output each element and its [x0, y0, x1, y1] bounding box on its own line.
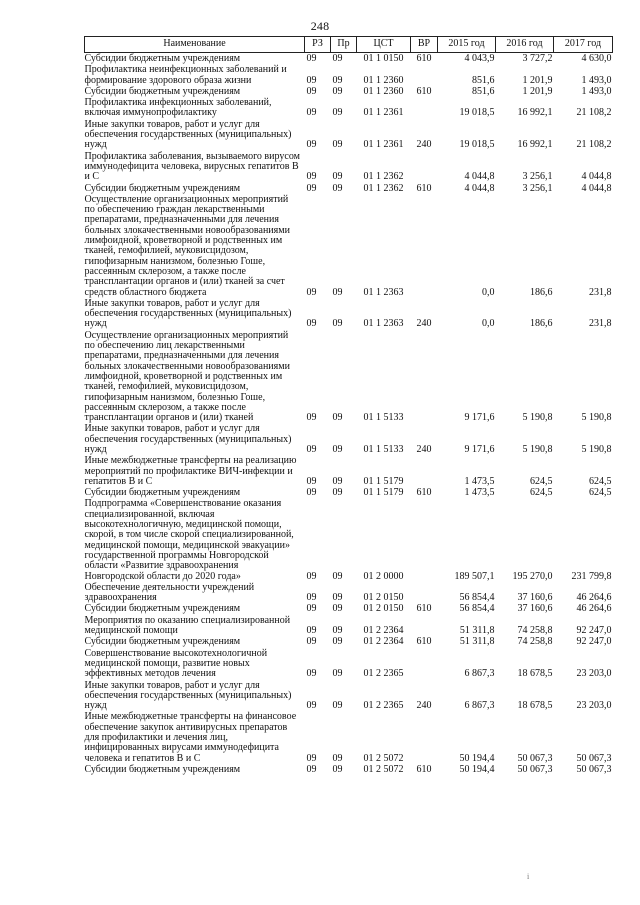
value-2016-cell: 5 190,8	[522, 443, 553, 455]
value-2017-cell: 624,5	[589, 475, 612, 487]
value-2016-cell: 1 201,9	[522, 85, 553, 97]
rz-cell: 09	[306, 318, 317, 330]
row-name-cell: Иные закупки товаров, работ и услуг для обеспечения государственных (муниципальных) нужд	[84, 679, 292, 712]
value-2017-cell: 4 630,0	[581, 53, 612, 64]
cst-cell: 01 2 0150	[363, 592, 404, 604]
value-2016-cell: 624,5	[530, 487, 553, 499]
table-row	[85, 582, 613, 604]
value-2015-cell: 9 171,6	[464, 412, 495, 424]
cst-cell: 01 2 0150	[363, 603, 404, 615]
vr-cell: 240	[416, 318, 432, 330]
value-2017-cell: 92 247,0	[576, 625, 612, 637]
table-row	[85, 64, 613, 86]
vr-cell	[411, 194, 438, 298]
row-name-cell: Субсидии бюджетным учреждениям	[84, 53, 241, 64]
table-row	[85, 636, 613, 647]
header-pr: Пр	[331, 37, 357, 53]
cst-cell: 01 1 2360	[363, 74, 404, 86]
pr-cell: 09	[332, 700, 343, 712]
row-name-cell: Иные межбюджетные трансферты на финансовое обеспечение закупок антивирусных препаратов для профилактики и лечения лиц, инфицированных вирусами иммунодефицита человека и гепатитов В и С	[84, 711, 297, 764]
cst-cell: 01 1 5133	[363, 412, 404, 424]
row-name-cell: Профилактика заболевания, вызываемого вирусом иммунодефицита человека, вирусных гепатитов В и С	[84, 150, 300, 183]
table-row	[85, 648, 613, 680]
value-2016-cell: 5 190,8	[522, 412, 553, 424]
table-row	[85, 298, 613, 330]
cst-cell: 01 2 5072	[363, 763, 404, 775]
header-rz: РЗ	[305, 37, 331, 53]
cst-cell: 01 1 5179	[363, 475, 404, 487]
row-name-cell: Субсидии бюджетным учреждениям	[84, 487, 241, 499]
vr-cell	[411, 330, 438, 424]
vr-cell	[411, 711, 438, 763]
value-2015-cell: 189 507,1	[454, 570, 495, 582]
pr-cell: 09	[332, 85, 343, 97]
table-row	[85, 330, 613, 424]
value-2017-cell: 1 493,0	[581, 85, 612, 97]
cst-cell: 01 2 2365	[363, 700, 404, 712]
pr-cell: 09	[332, 487, 343, 499]
header-2016: 2016 год	[496, 37, 554, 53]
value-2016-cell: 3 256,1	[522, 171, 553, 183]
row-name-cell: Иные межбюджетные трансферты на реализацию мероприятий по профилактике ВИЧ-инфекции и гепатитов В и С	[84, 455, 297, 487]
cst-cell: 01 2 0000	[363, 570, 404, 582]
row-name-cell: Субсидии бюджетным учреждениям	[84, 603, 241, 615]
value-2016-cell: 16 992,1	[517, 139, 553, 151]
value-2015-cell: 56 854,4	[459, 592, 495, 604]
value-2017-cell: 231,8	[589, 286, 612, 298]
table-row	[85, 97, 613, 119]
pr-cell: 09	[332, 139, 343, 151]
pr-cell: 09	[332, 603, 343, 615]
value-2015-cell: 6 867,3	[464, 668, 495, 680]
value-2017-cell: 23 203,0	[576, 668, 612, 680]
value-2015-cell: 4 043,9	[464, 53, 495, 64]
pr-cell: 09	[332, 763, 343, 775]
value-2016-cell: 50 067,3	[517, 763, 553, 775]
rz-cell: 09	[306, 700, 317, 712]
rz-cell: 09	[306, 475, 317, 487]
value-2016-cell: 74 258,8	[517, 636, 553, 648]
cst-cell: 01 1 0150	[363, 53, 404, 64]
vr-cell	[411, 648, 438, 680]
rz-cell: 09	[306, 182, 317, 194]
row-name-cell: Иные закупки товаров, работ и услуг для обеспечения государственных (муниципальных) нужд	[84, 297, 292, 330]
rz-cell: 09	[306, 592, 317, 604]
value-2015-cell: 56 854,4	[459, 603, 495, 615]
rz-cell: 09	[306, 668, 317, 680]
value-2017-cell: 50 067,3	[576, 763, 612, 775]
rz-cell: 09	[306, 763, 317, 775]
vr-cell: 610	[416, 636, 432, 648]
table-row	[85, 183, 613, 194]
cst-cell: 01 1 2360	[363, 85, 404, 97]
cst-cell: 01 1 2363	[363, 318, 404, 330]
value-2016-cell: 37 160,6	[517, 592, 553, 604]
value-2017-cell: 231,8	[589, 318, 612, 330]
value-2015-cell: 51 311,8	[459, 636, 495, 648]
vr-cell	[411, 64, 438, 86]
header-cst: ЦСТ	[357, 37, 411, 53]
header-name: Наименование	[85, 37, 305, 53]
table-row	[85, 680, 613, 712]
table-row	[85, 764, 613, 775]
table-row	[85, 498, 613, 581]
vr-cell	[411, 97, 438, 119]
value-2015-cell: 50 194,4	[459, 752, 495, 764]
value-2016-cell: 50 067,3	[517, 752, 553, 764]
value-2017-cell: 1 493,0	[581, 74, 612, 86]
pr-cell: 09	[332, 625, 343, 637]
pr-cell: 09	[332, 443, 343, 455]
rz-cell: 09	[306, 139, 317, 151]
row-name-cell: Осуществление организационных мероприятий по обеспечению граждан лекарственными препаратами, предназначенными для лечения больных злокачественными новообразованиями лимфоидной, кроветворной и родственных им тканей, гемофилией, муковисцидозом, гипофизарным нанизмом, болезнью Гоше, рассеянным склерозом, а также после трансплантации органов и (или) тканей за счет средств областного бюджета	[84, 193, 290, 298]
cst-cell: 01 1 2363	[363, 286, 404, 298]
value-2017-cell: 624,5	[589, 487, 612, 499]
table-row	[85, 711, 613, 763]
vr-cell	[411, 615, 438, 637]
row-name-cell: Осуществление организационных мероприятий по обеспечению лиц лекарственными препаратами, предназначенными для лечения больных злокачественными новообразованиями лимфоидной, кроветворной и родственных им тканей, гемофилией, муковисцидозом, гипофизарным нанизмом, болезнью Гоше, рассеянным склерозом, а также после трансплантации органов и (или) тканей	[84, 329, 290, 424]
table-row	[85, 86, 613, 97]
pr-cell: 09	[332, 570, 343, 582]
value-2016-cell: 16 992,1	[517, 107, 553, 119]
pr-cell: 09	[332, 752, 343, 764]
value-2016-cell: 186,6	[530, 286, 553, 298]
row-name-cell: Совершенствование высокотехнологичной медицинской помощи, развитие новых эффективных методов лечения	[84, 647, 268, 680]
row-name-cell: Подпрограмма «Совершенствование оказания специализированной, включая высокотехнологичную, медицинской помощи, скорой, в том числе скорой специализированной, медицинской помощи, медицинской эвакуации» государственной программы Новгородской области «Развитие здравоохранения Новгородской области до 2020 года»	[84, 498, 294, 582]
pr-cell: 09	[332, 412, 343, 424]
table-row	[85, 119, 613, 151]
cst-cell: 01 1 2361	[363, 107, 404, 119]
pr-cell: 09	[332, 171, 343, 183]
rz-cell: 09	[306, 171, 317, 183]
value-2017-cell: 4 044,8	[581, 171, 612, 183]
value-2015-cell: 9 171,6	[464, 443, 495, 455]
rz-cell: 09	[306, 487, 317, 499]
row-name-cell: Профилактика инфекционных заболеваний, включая иммунопрофилактику	[84, 97, 272, 119]
table-row	[85, 423, 613, 455]
cst-cell: 01 2 2364	[363, 625, 404, 637]
value-2017-cell: 4 044,8	[581, 182, 612, 194]
pr-cell: 09	[332, 286, 343, 298]
rz-cell: 09	[306, 107, 317, 119]
cst-cell: 01 2 5072	[363, 752, 404, 764]
table-row	[85, 194, 613, 298]
value-2017-cell: 92 247,0	[576, 636, 612, 648]
value-2016-cell: 18 678,5	[517, 668, 553, 680]
table-row	[85, 53, 613, 65]
vr-cell: 610	[416, 487, 432, 499]
cst-cell: 01 1 5133	[363, 443, 404, 455]
value-2015-cell: 19 018,5	[459, 107, 495, 119]
value-2015-cell: 50 194,4	[459, 763, 495, 775]
pr-cell: 09	[332, 53, 343, 64]
value-2016-cell: 1 201,9	[522, 74, 553, 86]
value-2017-cell: 46 264,6	[576, 592, 612, 604]
rz-cell: 09	[306, 625, 317, 637]
pr-cell: 09	[332, 182, 343, 194]
row-name-cell: Профилактика неинфекционных заболеваний и формирование здорового образа жизни	[84, 64, 287, 86]
vr-cell: 610	[416, 85, 432, 97]
value-2016-cell: 18 678,5	[517, 700, 553, 712]
rz-cell: 09	[306, 636, 317, 648]
row-name-cell: Субсидии бюджетным учреждениям	[84, 636, 241, 648]
value-2015-cell: 1 473,5	[464, 475, 495, 487]
vr-cell	[411, 498, 438, 581]
vr-cell: 610	[416, 603, 432, 615]
value-2016-cell: 3 256,1	[522, 182, 553, 194]
row-name-cell: Субсидии бюджетным учреждениям	[84, 763, 241, 775]
header-2017: 2017 год	[554, 37, 613, 53]
value-2017-cell: 50 067,3	[576, 752, 612, 764]
pr-cell: 09	[332, 636, 343, 648]
rz-cell: 09	[306, 74, 317, 86]
rz-cell: 09	[306, 286, 317, 298]
pr-cell: 09	[332, 318, 343, 330]
value-2015-cell: 0,0	[482, 318, 495, 330]
value-2015-cell: 4 044,8	[464, 182, 495, 194]
rz-cell: 09	[306, 752, 317, 764]
value-2016-cell: 74 258,8	[517, 625, 553, 637]
table-row	[85, 615, 613, 637]
value-2017-cell: 5 190,8	[581, 412, 612, 424]
value-2015-cell: 851,6	[472, 85, 495, 97]
table-row	[85, 455, 613, 487]
cst-cell: 01 1 2361	[363, 139, 404, 151]
value-2015-cell: 0,0	[482, 286, 495, 298]
budget-table	[84, 36, 613, 775]
value-2017-cell: 46 264,6	[576, 603, 612, 615]
rz-cell: 09	[306, 443, 317, 455]
row-name-cell: Обеспечение деятельности учреждений здравоохранения	[84, 581, 255, 604]
vr-cell: 240	[416, 139, 432, 151]
table-row	[85, 487, 613, 498]
table-row	[85, 151, 613, 183]
vr-cell	[411, 151, 438, 183]
value-2017-cell: 5 190,8	[581, 443, 612, 455]
header-2015: 2015 год	[438, 37, 496, 53]
value-2017-cell: 21 108,2	[576, 139, 612, 151]
value-2017-cell: 21 108,2	[576, 107, 612, 119]
table-row	[85, 603, 613, 614]
cst-cell: 01 2 2364	[363, 636, 404, 648]
value-2015-cell: 6 867,3	[464, 700, 495, 712]
vr-cell: 610	[416, 182, 432, 194]
value-2016-cell: 3 727,2	[522, 53, 553, 64]
cst-cell: 01 1 2362	[363, 171, 404, 183]
row-name-cell: Иные закупки товаров, работ и услуг для обеспечения государственных (муниципальных) нужд	[84, 118, 292, 151]
pr-cell: 09	[332, 668, 343, 680]
value-2017-cell: 231 799,8	[571, 570, 612, 582]
value-2016-cell: 186,6	[530, 318, 553, 330]
vr-cell	[411, 582, 438, 604]
table-header	[85, 37, 613, 53]
vr-cell	[411, 455, 438, 487]
cst-cell: 01 1 2362	[363, 182, 404, 194]
row-name-cell: Субсидии бюджетным учреждениям	[84, 85, 241, 97]
value-2015-cell: 51 311,8	[459, 625, 495, 637]
rz-cell: 09	[306, 85, 317, 97]
row-name-cell: Субсидии бюджетным учреждениям	[84, 182, 241, 194]
value-2016-cell: 195 270,0	[512, 570, 553, 582]
rz-cell: 09	[306, 570, 317, 582]
rz-cell: 09	[306, 412, 317, 424]
footer-mark: i	[527, 872, 530, 881]
rz-cell: 09	[306, 53, 317, 64]
value-2016-cell: 624,5	[530, 475, 553, 487]
pr-cell: 09	[332, 475, 343, 487]
value-2015-cell: 4 044,8	[464, 171, 495, 183]
value-2017-cell: 23 203,0	[576, 700, 612, 712]
vr-cell: 240	[416, 443, 432, 455]
table-body	[85, 53, 613, 776]
page-number: 248	[310, 19, 330, 33]
value-2015-cell: 1 473,5	[464, 487, 495, 499]
pr-cell: 09	[332, 592, 343, 604]
value-2015-cell: 19 018,5	[459, 139, 495, 151]
row-name-cell: Иные закупки товаров, работ и услуг для обеспечения государственных (муниципальных) нужд	[84, 423, 292, 455]
value-2016-cell: 37 160,6	[517, 603, 553, 615]
pr-cell: 09	[332, 74, 343, 86]
cst-cell: 01 1 5179	[363, 487, 404, 499]
rz-cell: 09	[306, 603, 317, 615]
vr-cell: 610	[416, 763, 432, 775]
pr-cell: 09	[332, 107, 343, 119]
vr-cell: 240	[416, 700, 432, 712]
value-2015-cell: 851,6	[472, 74, 495, 86]
vr-cell: 610	[416, 53, 432, 64]
cst-cell: 01 2 2365	[363, 668, 404, 680]
row-name-cell: Мероприятия по оказанию специализированной медицинской помощи	[84, 614, 291, 637]
header-vr: ВР	[411, 37, 438, 53]
